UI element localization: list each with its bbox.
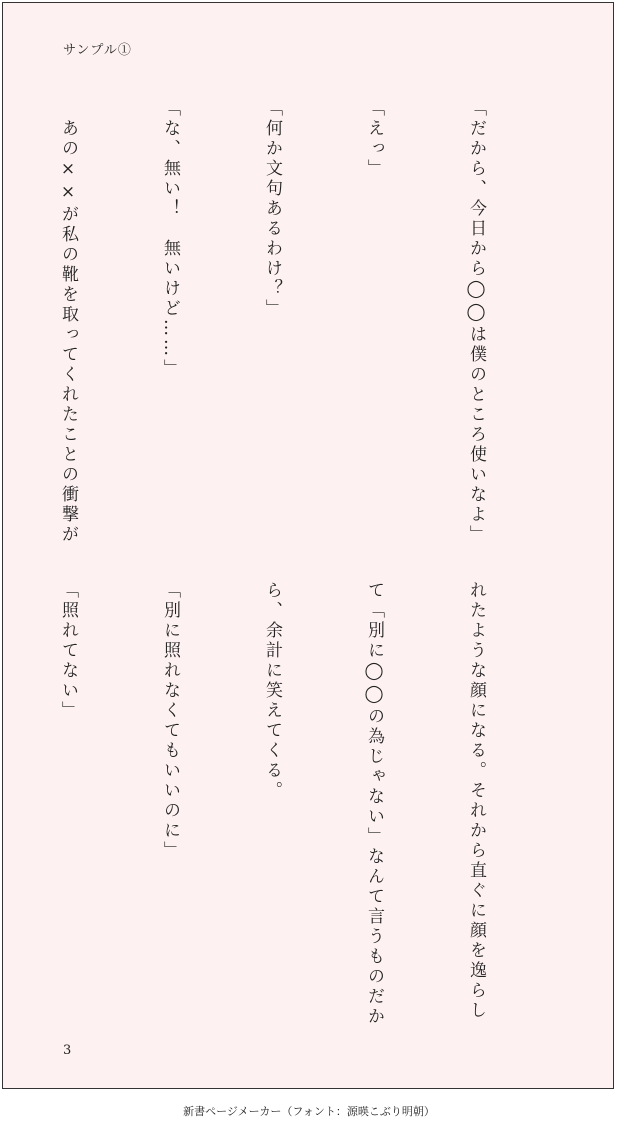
text-line: 「だから、今日から◯◯は僕のところ使いなよ」 (466, 99, 486, 545)
text-line: ら、余計に笑えてくる。 (262, 581, 282, 801)
text-line: 「えっ」 (364, 99, 384, 179)
book-page (2, 2, 614, 1089)
text-line: れたような顔になる。それから直ぐに顔を逸らし (466, 581, 486, 1021)
text-line: 「別に照れなくてもいいのに」 (160, 581, 180, 861)
text-line: て「別に◯◯の為じゃない」なんて言うものだか (364, 581, 384, 1027)
page-number: 3 (63, 1043, 72, 1058)
text-line: 「な、無い！ 無いけど……」 (160, 99, 180, 379)
text-line: 「照れてない」 (58, 581, 78, 721)
page-header-title: サンプル① (63, 43, 132, 58)
text-line: 「何か文句あるわけ？」 (262, 99, 282, 319)
text-column-top (51, 99, 561, 544)
text-line: あの××が私の靴を取ってくれたことの衝撃が (58, 99, 78, 545)
text-column-bottom (58, 581, 561, 1027)
footer-credit: 新書ページメーカー（フォント：源暎こぶり明朝） (183, 1105, 435, 1118)
